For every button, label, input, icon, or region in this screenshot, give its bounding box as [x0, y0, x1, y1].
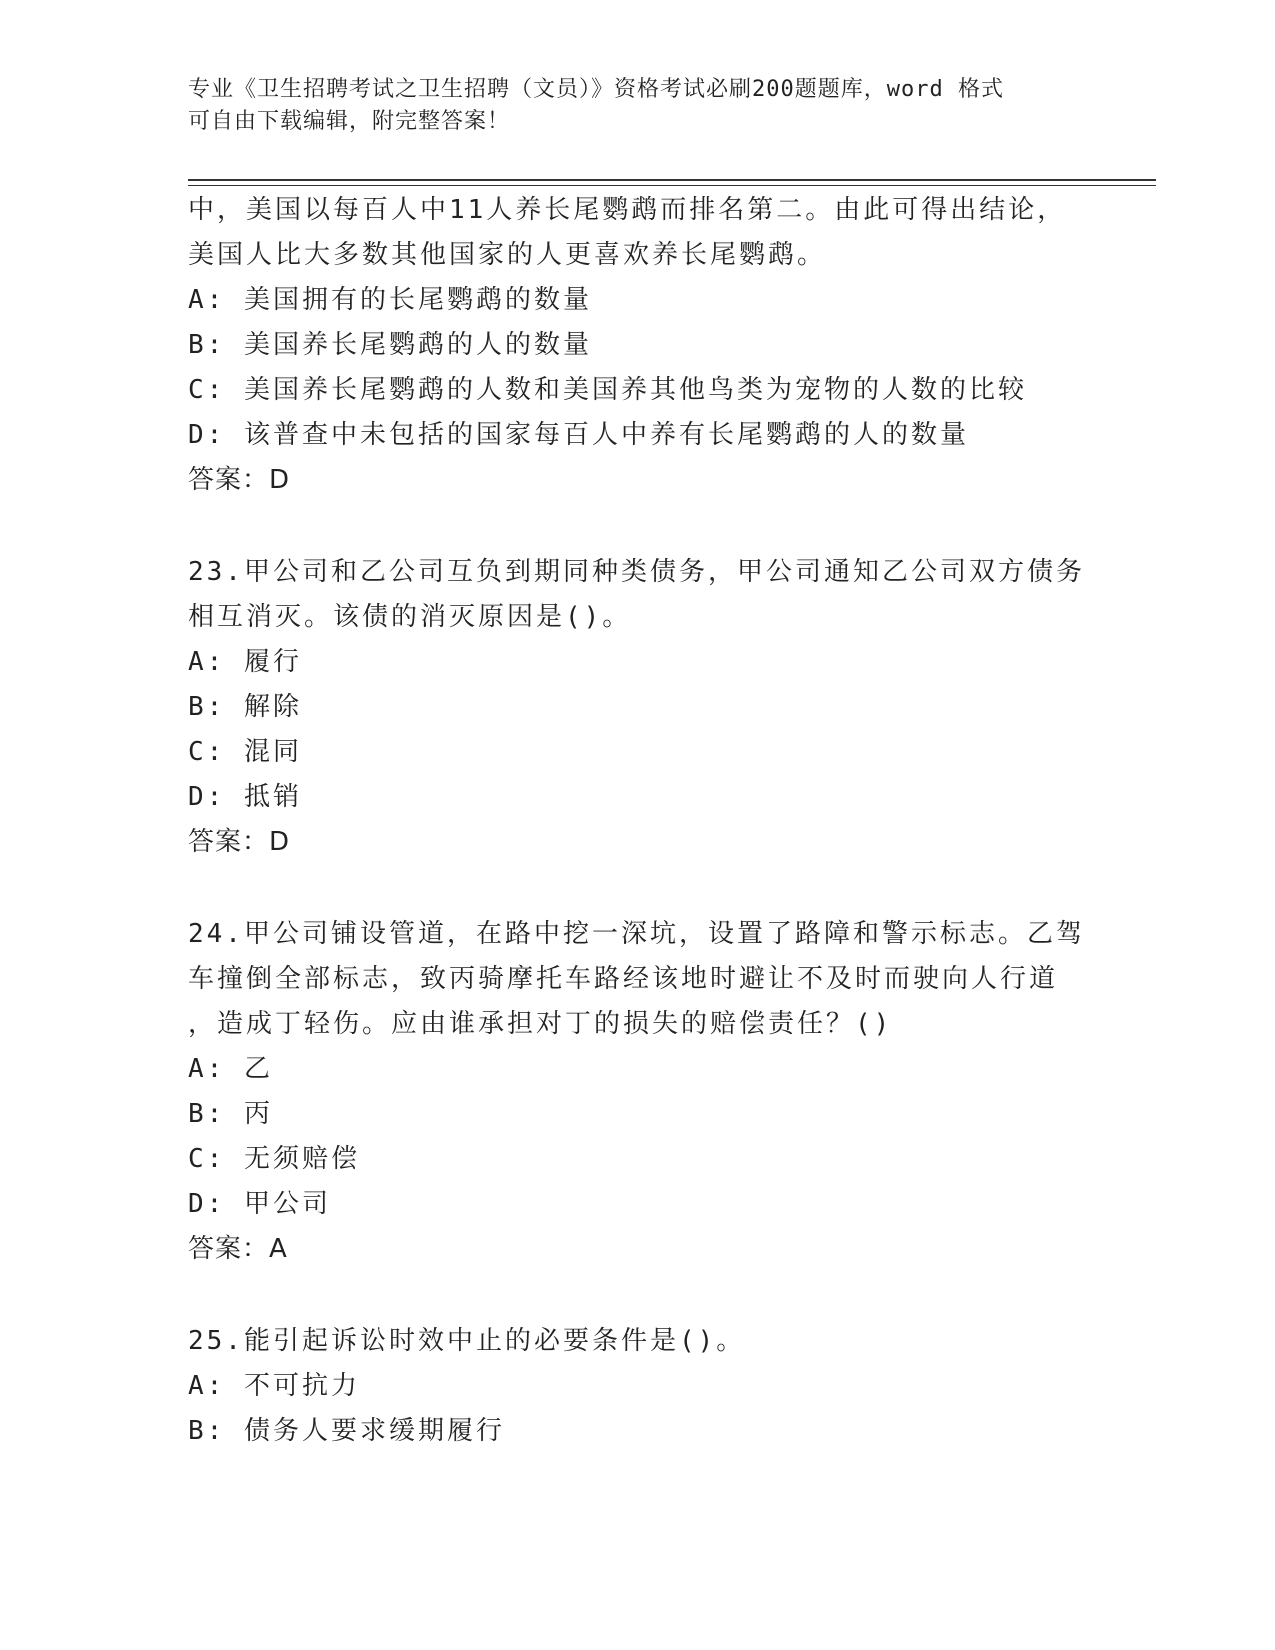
option-a: A: 履行	[188, 647, 302, 677]
header-title-line-1: 专业《卫生招聘考试之卫生招聘（文员）》资格考试必刷200题题库，word 格式	[188, 77, 1004, 102]
question-stem-line: 美国人比大多数其他国家的人更喜欢养长尾鹦鹉。	[188, 240, 827, 270]
question-stem-line: 24.甲公司铺设管道，在路中挖一深坑，设置了路障和警示标志。乙驾	[188, 919, 1085, 949]
question-spacer	[188, 1272, 1088, 1319]
question-25	[188, 1319, 1088, 1454]
option-b: B: 丙	[188, 1099, 273, 1129]
question-spacer	[188, 503, 1088, 550]
question-stem-line: ，造成丁轻伤。应由谁承担对丁的损失的赔偿责任？()	[188, 1009, 893, 1039]
question-spacer	[188, 865, 1088, 912]
document-body	[188, 188, 1088, 1454]
option-a: A: 乙	[188, 1054, 273, 1084]
question-22	[188, 188, 1088, 503]
option-d: D: 甲公司	[188, 1189, 331, 1219]
question-stem-line: 车撞倒全部标志，致丙骑摩托车路经该地时避让不及时而驶向人行道	[188, 964, 1059, 994]
answer-line: 答案：D	[188, 827, 291, 857]
option-b: B: 美国养长尾鹦鹉的人的数量	[188, 330, 592, 360]
option-c: C: 无须赔偿	[188, 1144, 360, 1174]
option-a: A: 不可抗力	[188, 1371, 360, 1401]
option-b: B: 解除	[188, 692, 302, 722]
header-rule-bottom	[188, 185, 1156, 186]
answer-line: 答案：A	[188, 1234, 288, 1264]
option-c: C: 美国养长尾鹦鹉的人数和美国养其他鸟类为宠物的人数的比较	[188, 375, 1027, 405]
header-title-line-2: 可自由下载编辑，附完整答案！	[188, 109, 511, 134]
header-rule-top	[188, 179, 1156, 181]
option-d: D: 该普查中未包括的国家每百人中养有长尾鹦鹉的人的数量	[188, 420, 969, 450]
question-stem-line: 25.能引起诉讼时效中止的必要条件是()。	[188, 1326, 746, 1356]
answer-line: 答案：D	[188, 465, 291, 495]
page-header	[188, 74, 1088, 138]
question-stem-line: 中，美国以每百人中11人养长尾鹦鹉而排名第二。由此可得出结论，	[188, 195, 1067, 225]
question-stem-line: 相互消灭。该债的消灭原因是()。	[188, 602, 632, 632]
option-b: B: 债务人要求缓期履行	[188, 1416, 505, 1446]
option-a: A: 美国拥有的长尾鹦鹉的数量	[188, 285, 592, 315]
option-d: D: 抵销	[188, 782, 302, 812]
question-24	[188, 912, 1088, 1272]
option-c: C: 混同	[188, 737, 302, 767]
question-23	[188, 550, 1088, 865]
question-stem-line: 23.甲公司和乙公司互负到期同种类债务，甲公司通知乙公司双方债务	[188, 557, 1085, 587]
